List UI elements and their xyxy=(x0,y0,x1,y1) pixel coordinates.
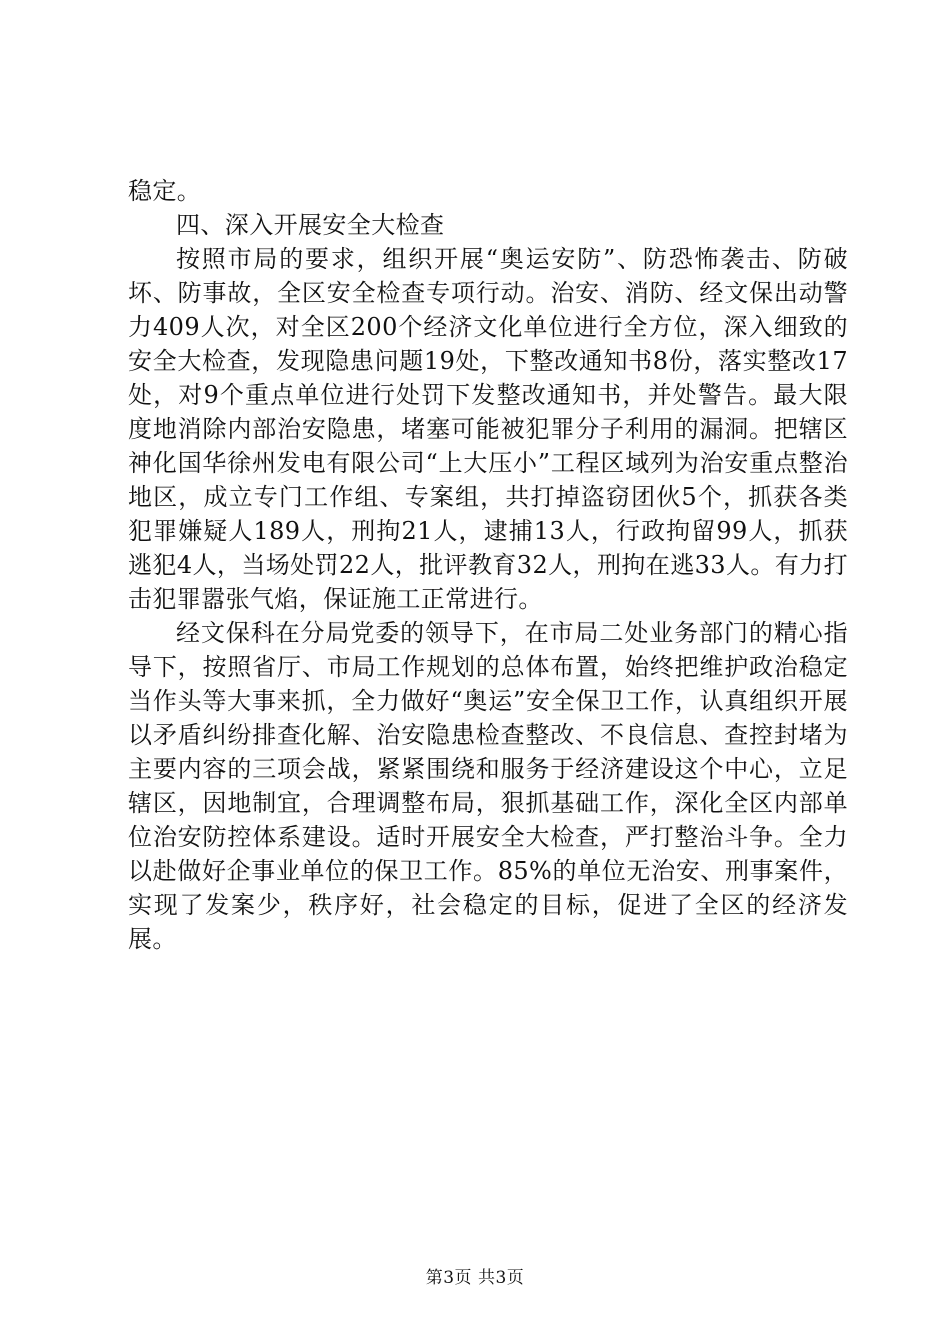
page-number-label: 第3页 共3页 xyxy=(425,1268,525,1288)
section-heading: 四、深入开展安全大检查 xyxy=(176,211,445,239)
document-body xyxy=(128,174,848,956)
paragraph-safety-inspection: 按照市局的要求，组织开展“奥运安防”、防恐怖袭击、防破坏、防事故，全区安全检查专项行动。治安、消防、经文保出动警力409人次，对全区200个经济文化单位进行全方位，深入细致的安全大检查，发现隐患问题19处，下整改通知书8份，落实整改17处，对9个重点单位进行处罚下发整改通知书，并处警告。最大限度地消除内部治安隐患，堵塞可能被犯罪分子利用的漏洞。把辖区神化国华徐州发电有限公司“上大压小”工程区域列为治安重点整治地区，成立专门工作组、专案组，共打掉盗窃团伙5个，抓获各类犯罪嫌疑人189人，刑拘21人，逮捕13人，行政拘留99人，抓获逃犯4人，当场处罚22人，批评教育32人，刑拘在逃33人。有力打击犯罪嚣张气焰，保证施工正常进行。 xyxy=(128,245,848,613)
page-footer xyxy=(0,1268,950,1288)
paragraph-summary: 经文保科在分局党委的领导下，在市局二处业务部门的精心指导下，按照省厅、市局工作规划的总体布置，始终把维护政治稳定当作头等大事来抓，全力做好“奥运”安全保卫工作，认真组织开展以矛盾纠纷排查化解、治安隐患检查整改、不良信息、查控封堵为主要内容的三项会战，紧紧围绕和服务于经济建设这个中心，立足辖区，因地制宜，合理调整布局，狠抓基础工作，深化全区内部单位治安防控体系建设。适时开展安全大检查，严打整治斗争。全力以赴做好企事业单位的保卫工作。85%的单位无治安、刑事案件，实现了发案少，秩序好，社会稳定的目标，促进了全区的经济发展。 xyxy=(128,619,848,953)
paragraph-continuation: 稳定。 xyxy=(128,177,202,205)
